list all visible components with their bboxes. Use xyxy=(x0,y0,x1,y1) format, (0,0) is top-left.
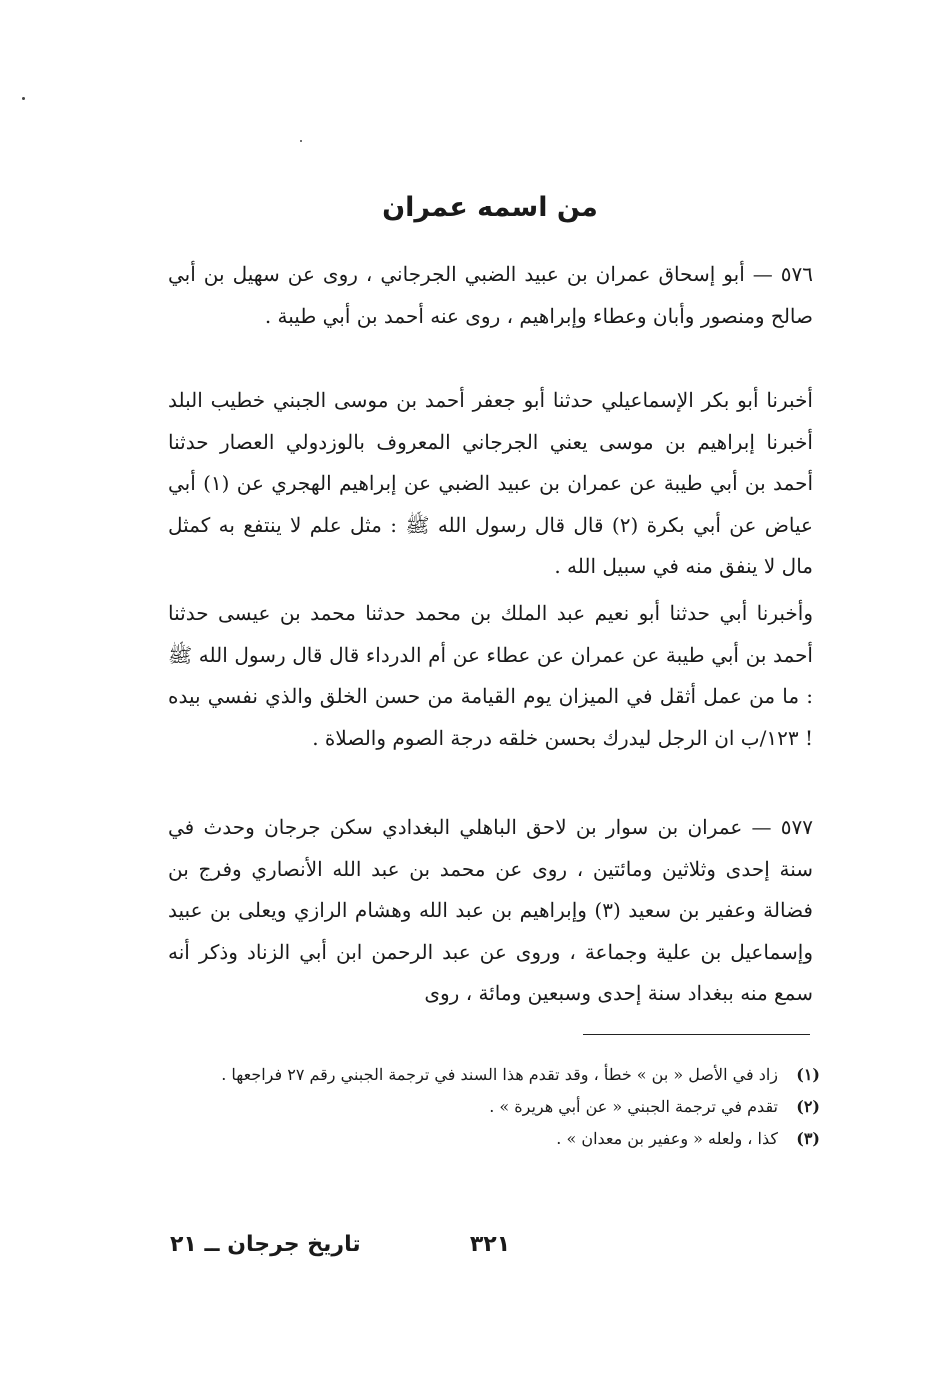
footnote-text: زاد في الأصل « بن » خطأ ، وقد تقدم هذا السند في ترجمة الجبني رقم ٢٧ فراجعها . xyxy=(221,1065,778,1084)
footnote-item xyxy=(180,1124,820,1154)
footnote-number: (٢) xyxy=(796,1097,820,1116)
paper-speck xyxy=(22,97,25,100)
page-number: ٣٢١ xyxy=(469,1232,511,1257)
entry-576-paragraph: ٥٧٦ — أبو إسحاق عمران بن عبيد الضبي الجرجاني ، روى عن سهيل بن أبي صالح ومنصور وأبان وعطاء وإبراهيم ، روى عنه أحمد بن أبي طيبة . xyxy=(168,262,813,328)
page-footer xyxy=(170,1232,810,1272)
footnote-number: (٣) xyxy=(796,1129,820,1148)
footnote-item xyxy=(180,1092,820,1122)
footnote-text: كذا ، ولعله « وعفير بن معدان » . xyxy=(556,1129,778,1148)
footnote-separator xyxy=(583,1034,810,1035)
entry-577-paragraph: ٥٧٧ — عمران بن سوار بن لاحق الباهلي البغدادي سكن جرجان وحدث في سنة إحدى وثلاثين ومائتين ، روى عن محمد بن عبد الله الأنصاري وفرج بن فضالة وعفير بن سعيد (٣) وإبراهيم بن عبد الله وهشام الرازي ويعلى بن عبيد وإسماعيل بن علية وجماعة ، وروى عن عبد الرحمن ابن أبي الزناد وذكر أنه سمع منه ببغداد سنة إحدى وسبعين ومائة ، روى xyxy=(168,815,813,1005)
footnote-item xyxy=(180,1060,820,1090)
running-book-title: تاريخ جرجان ــ ٢١ xyxy=(170,1232,361,1257)
hadith-paragraph-2: وأخبرنا أبي حدثنا أبو نعيم عبد الملك بن محمد حدثنا محمد بن عيسى حدثنا أحمد بن أبي طيبة عن عمران عن عطاء عن أم الدرداء قال قال رسول الله ﷺ : ما من عمل أثقل في الميزان يوم القيامة من حسن الخلق والذي نفسي بيده ! ١٢٣/ب ان الرجل ليدرك بحسن خلقه درجة الصوم والصلاة . xyxy=(168,601,813,750)
paper-speck xyxy=(300,140,302,142)
section-heading: من اسمه عمران xyxy=(382,192,598,223)
hadith-paragraph-1: أخبرنا أبو بكر الإسماعيلي حدثنا أبو جعفر أحمد بن موسى الجبني خطيب البلد أخبرنا إبراهيم بن موسى يعني الجرجاني المعروف بالوزدولي العصار حدثنا أحمد بن أبي طيبة عن عمران بن عبيد الضبي عن إبراهيم الهجري عن (١) أبي عياض عن أبي بكرة (٢) قال قال رسول الله ﷺ : مثل علم لا ينتفع به كمثل مال لا ينفق منه في سبيل الله . xyxy=(168,388,814,578)
footnotes xyxy=(180,1060,820,1156)
footnote-number: (١) xyxy=(796,1065,820,1084)
footnote-text: تقدم في ترجمة الجبني « عن أبي هريرة » . xyxy=(489,1097,778,1116)
